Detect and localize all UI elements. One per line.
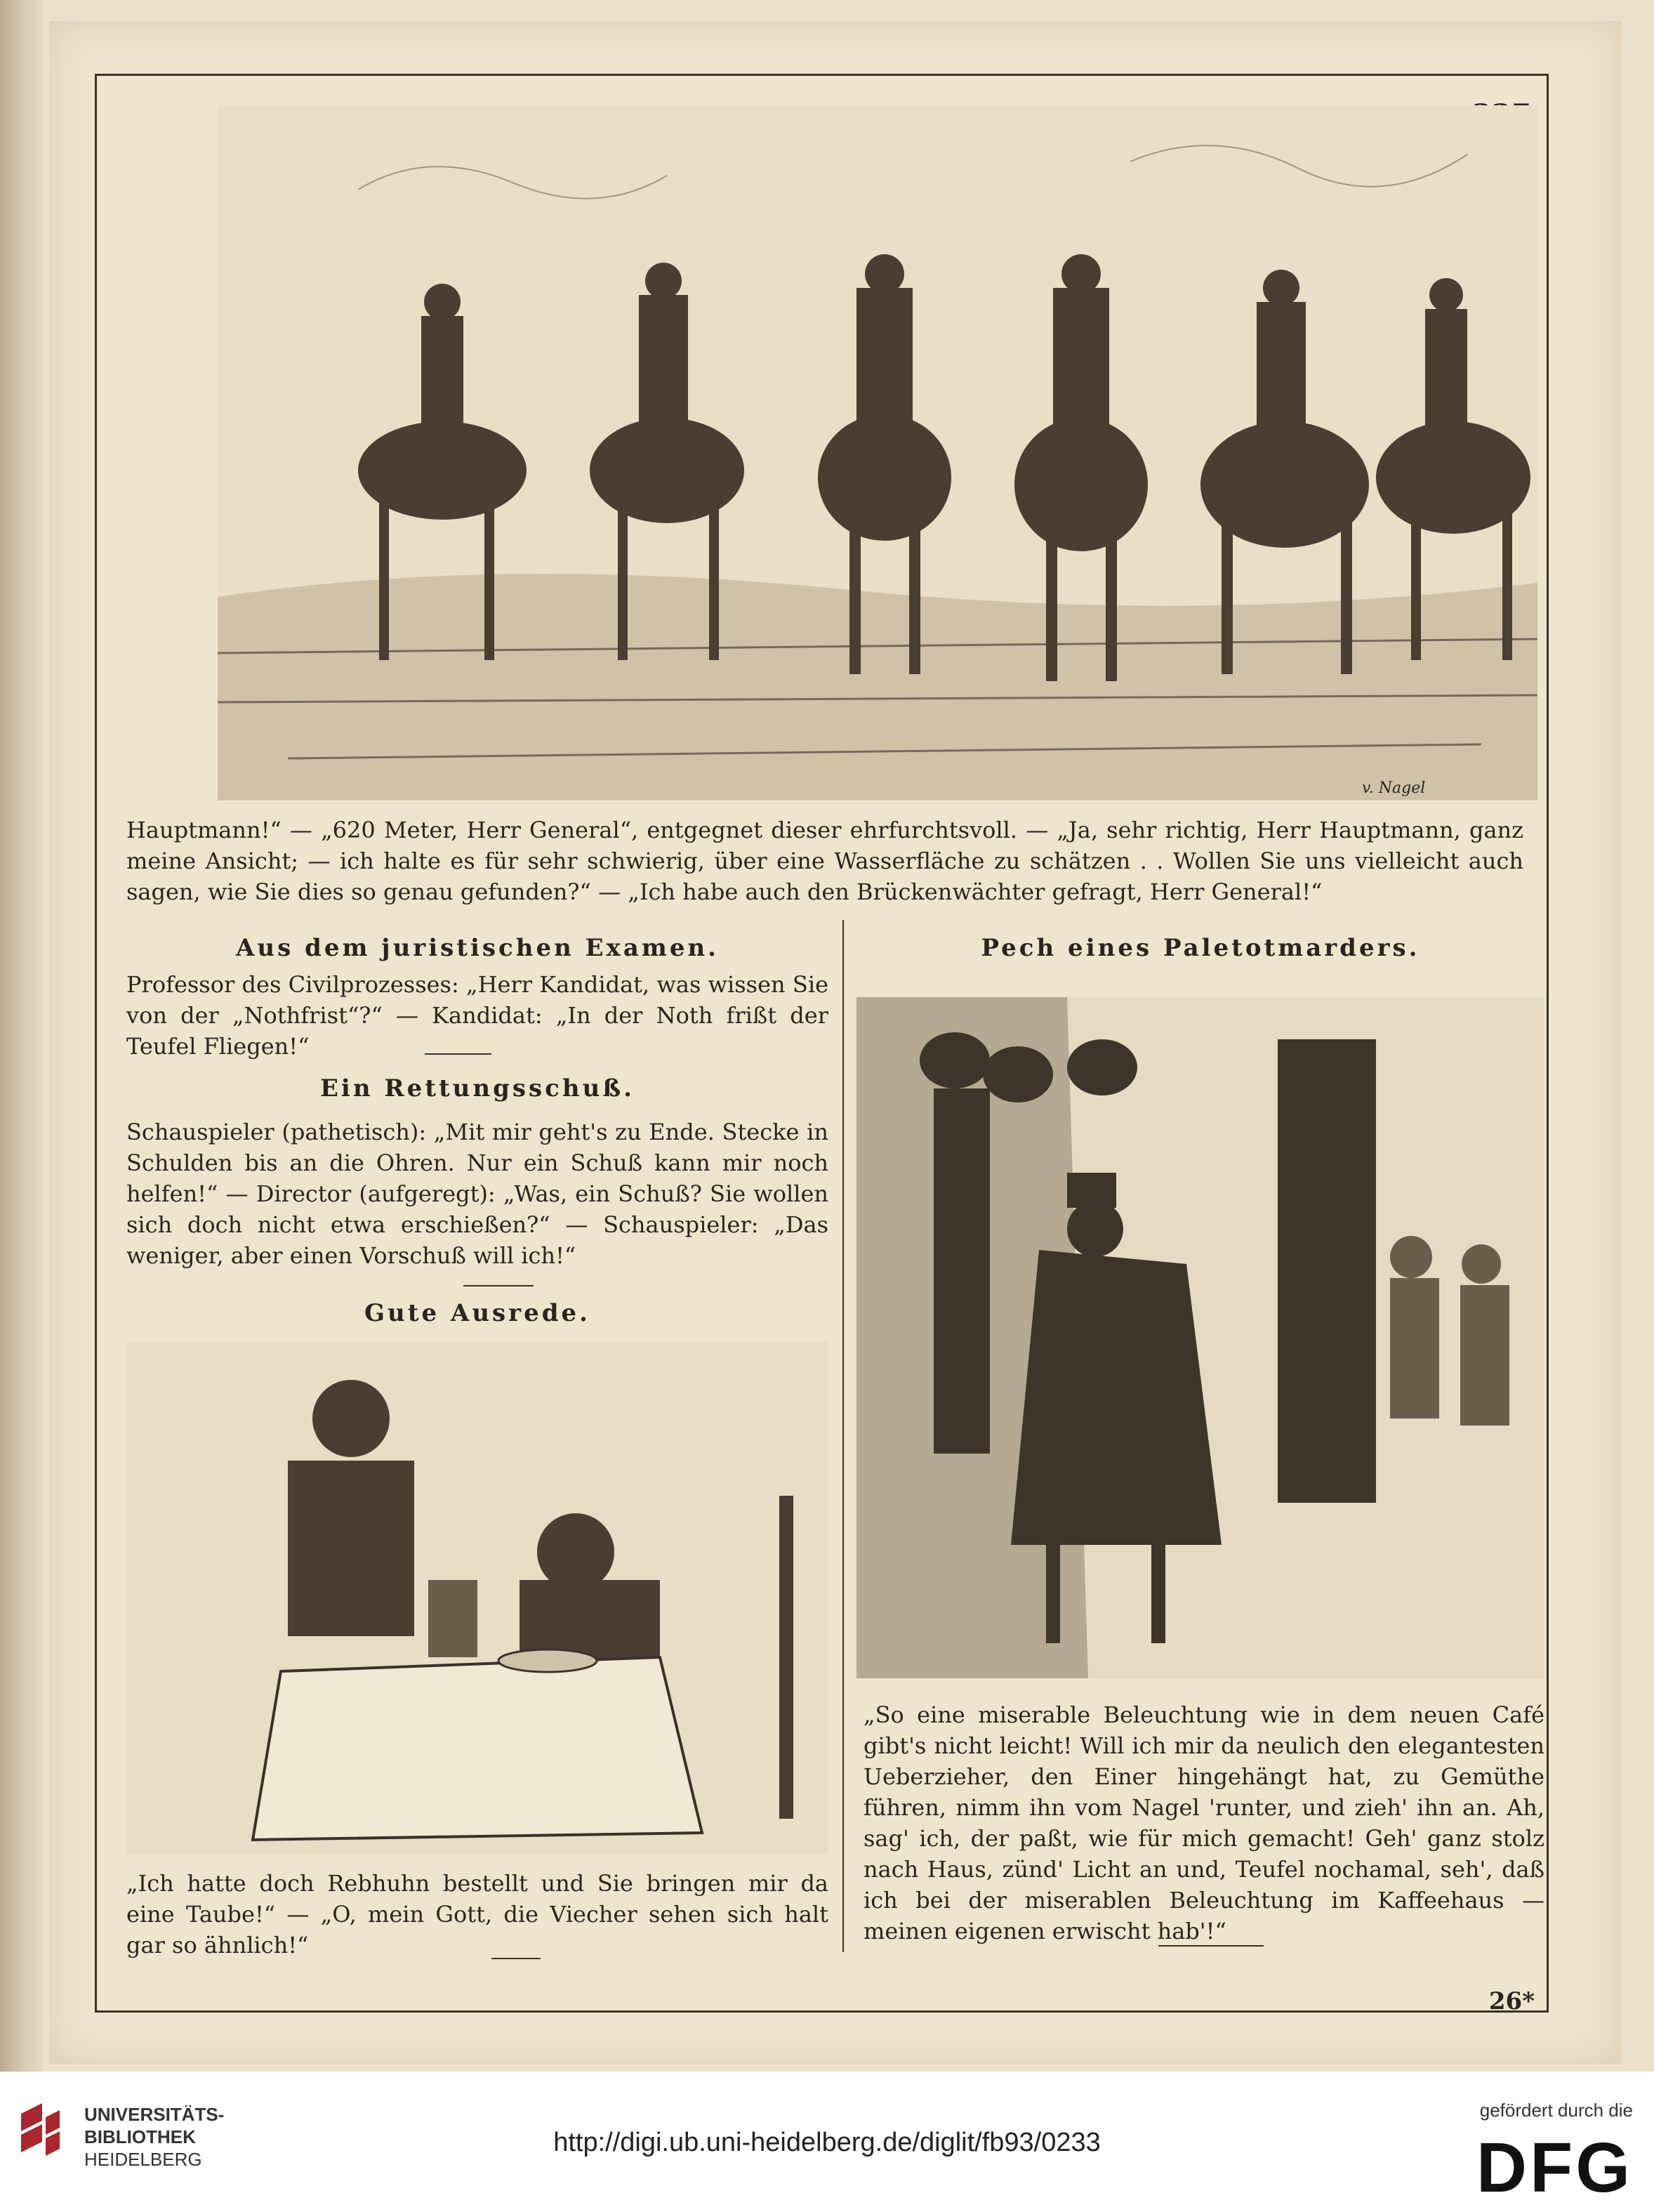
top-caption: Hauptmann!“ — „620 Meter, Herr General“, entgegnet dieser ehrfurchtsvoll. — „Ja, sehr richtig, Herr Hauptmann, ganz meine Ansicht; — ich halte es für sehr schwierig, über eine Wasserfläche zu schätzen . . Wollen Sie uns vielleicht auch sagen, wie Sie dies so genau gefunden?“ — „Ich habe auch den Brückenwächter gefragt, Herr General!“	[126, 817, 1523, 905]
text-ausrede: „Ich hatte doch Rebhuhn bestellt und Sie bringen mir da eine Taube!“ — „O, mein Gott, die Viecher sehen sich halt gar so ähnlich!“	[126, 1870, 828, 1958]
coat-thief-illustration	[856, 997, 1544, 1678]
text-examen: Professor des Civilprozesses: „Herr Kandidat, was wissen Sie von der „Nothfrist“?“ — Kandidat: „In der Noth frißt der Teufel Fliegen!“	[126, 971, 828, 1060]
institution-line: BIBLIOTHEK	[84, 2126, 196, 2147]
illustrator-signature: v. Nagel	[1362, 779, 1426, 797]
heading-rettung: Ein Rettungsschuß.	[320, 1074, 635, 1102]
cavalry-illustration	[218, 105, 1537, 801]
heading-pech: Pech eines Paletotmarders.	[981, 934, 1420, 962]
heading-ausrede: Gute Ausrede.	[364, 1299, 590, 1327]
library-footer-bar	[0, 2072, 1654, 2212]
diner-illustration	[126, 1341, 828, 1854]
funded-by-label: gefördert durch die	[1479, 2100, 1633, 2121]
adjacent-page-edge	[0, 0, 42, 2072]
text-pech: „So eine miserable Beleuchtung wie in dem neuen Café gibt's nicht leicht! Will ich mir da neulich den elegantesten Ueberzieher, den Einer hingehängt hat, zu Gemüthe führen, nimm ihn vom Nagel 'runter, und zieh' ihn an. Ah, sag' ich, der paßt, wie für mich gemacht! Geh' ganz stolz nach Haus, zünd' Licht an und, Teufel nochamal, seh', daß ich bei der miserablen Beleuchtung im Kaffeehaus — meinen eigenen erwischt hab'!“	[864, 1701, 1544, 1944]
separator	[425, 1053, 491, 1055]
column-divider	[842, 920, 844, 1952]
institution-line: UNIVERSITÄTS-	[84, 2104, 225, 2125]
separator	[463, 1285, 534, 1286]
heading-examen: Aus dem juristischen Examen.	[235, 934, 720, 962]
separator	[1158, 1945, 1264, 1947]
dfg-logo: DFG	[1476, 2128, 1633, 2207]
separator	[491, 1958, 541, 1959]
permalink-url[interactable]: http://digi.ub.uni-heidelberg.de/diglit/fb93/0233	[553, 2128, 1101, 2157]
text-rettung: Schauspieler (pathetisch): „Mit mir geht's zu Ende. Stecke in Schulden bis an die Ohren. Nur ein Schuß kann mir noch helfen!“ — Director (aufgeregt): „Was, ein Schuß? Sie wollen sich doch nicht etwa erschießen?“ — Schauspieler: „Das weniger, aber einen Vorschuß will ich!“	[126, 1119, 828, 1269]
institution-line: HEIDELBERG	[84, 2149, 202, 2170]
signature-mark: 26*	[1488, 1987, 1535, 2015]
